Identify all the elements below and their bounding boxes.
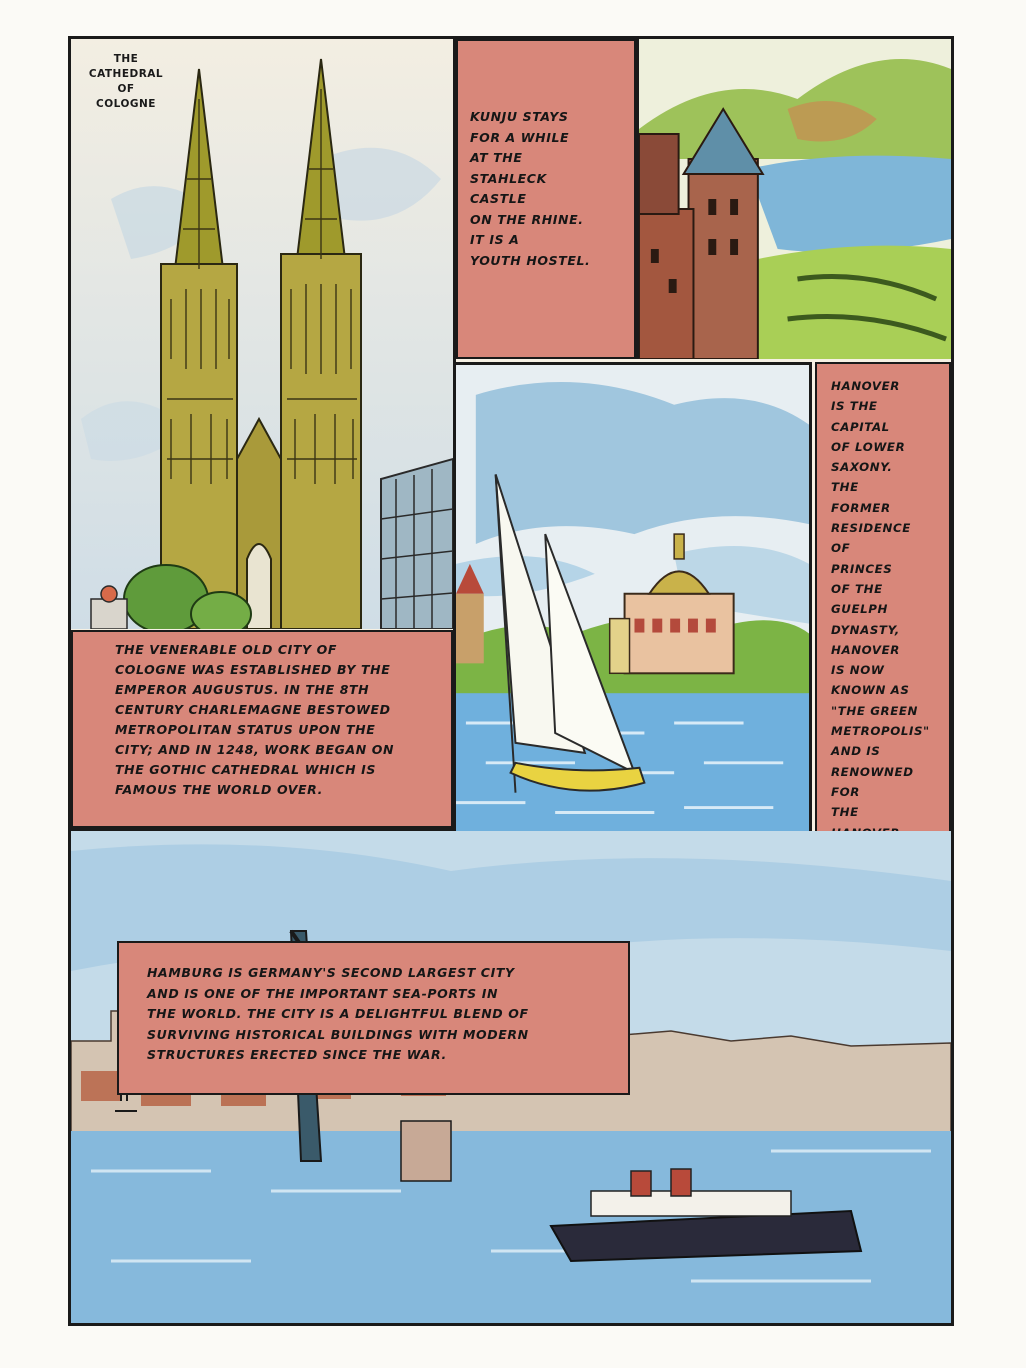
hanover-caption-box: HANOVER IS THE CAPITAL OF LOWER SAXONY. THE FORMER RESIDENCE OF PRINCES OF THE GUELPH DYNASTY, HANOVER IS NOW KNOWN AS "THE GREEN METROPOLIS" AND IS RENOWNED FOR THE — [815, 362, 951, 910]
stahleck-castle-illustration — [639, 39, 951, 359]
hanover-sailboat-illustration — [456, 365, 809, 910]
cathedral-title-label: THE CATHEDRAL OF COLOGNE — [88, 53, 164, 110]
hanover-panel — [456, 362, 812, 910]
stahleck-castle-panel — [636, 39, 951, 359]
stahleck-caption-box: KUNJU STAYS FOR A WHILE AT THE STAHLECK CASTLE ON THE RHINE. IT IS A YOUTH HOSTEL. — [456, 39, 636, 359]
cologne-cathedral-panel — [71, 39, 453, 629]
hamburg-caption-box: HAMBURG IS GERMANY'S SECOND LARGEST CITY AND IS ONE OF THE IMPORTANT SEA-PORTS IN THE WORLD. THE CITY IS A DELIGHTFUL BLEND OF SURVIVING HISTORICAL BUILDINGS WITH MODERN STRUCTURES ERECTED SINCE THE WAR. — [117, 941, 630, 1095]
cologne-caption-box: THE VENERABLE OLD CITY OF COLOGNE WAS ESTABLISHED BY THE EMPEROR AUGUSTUS. IN THE 8TH CENTURY CHARLEMAGNE BESTOWED METROPOLITAN STATUS UPON THE CITY; AND IN 1248, WORK BEGAN ON THE GOTHIC CATHEDRAL WHICH IS FAMOUS THE WORLD OVER. — [71, 630, 453, 828]
panel-divider-vertical — [453, 39, 456, 913]
cologne-cathedral-illustration — [71, 39, 453, 629]
